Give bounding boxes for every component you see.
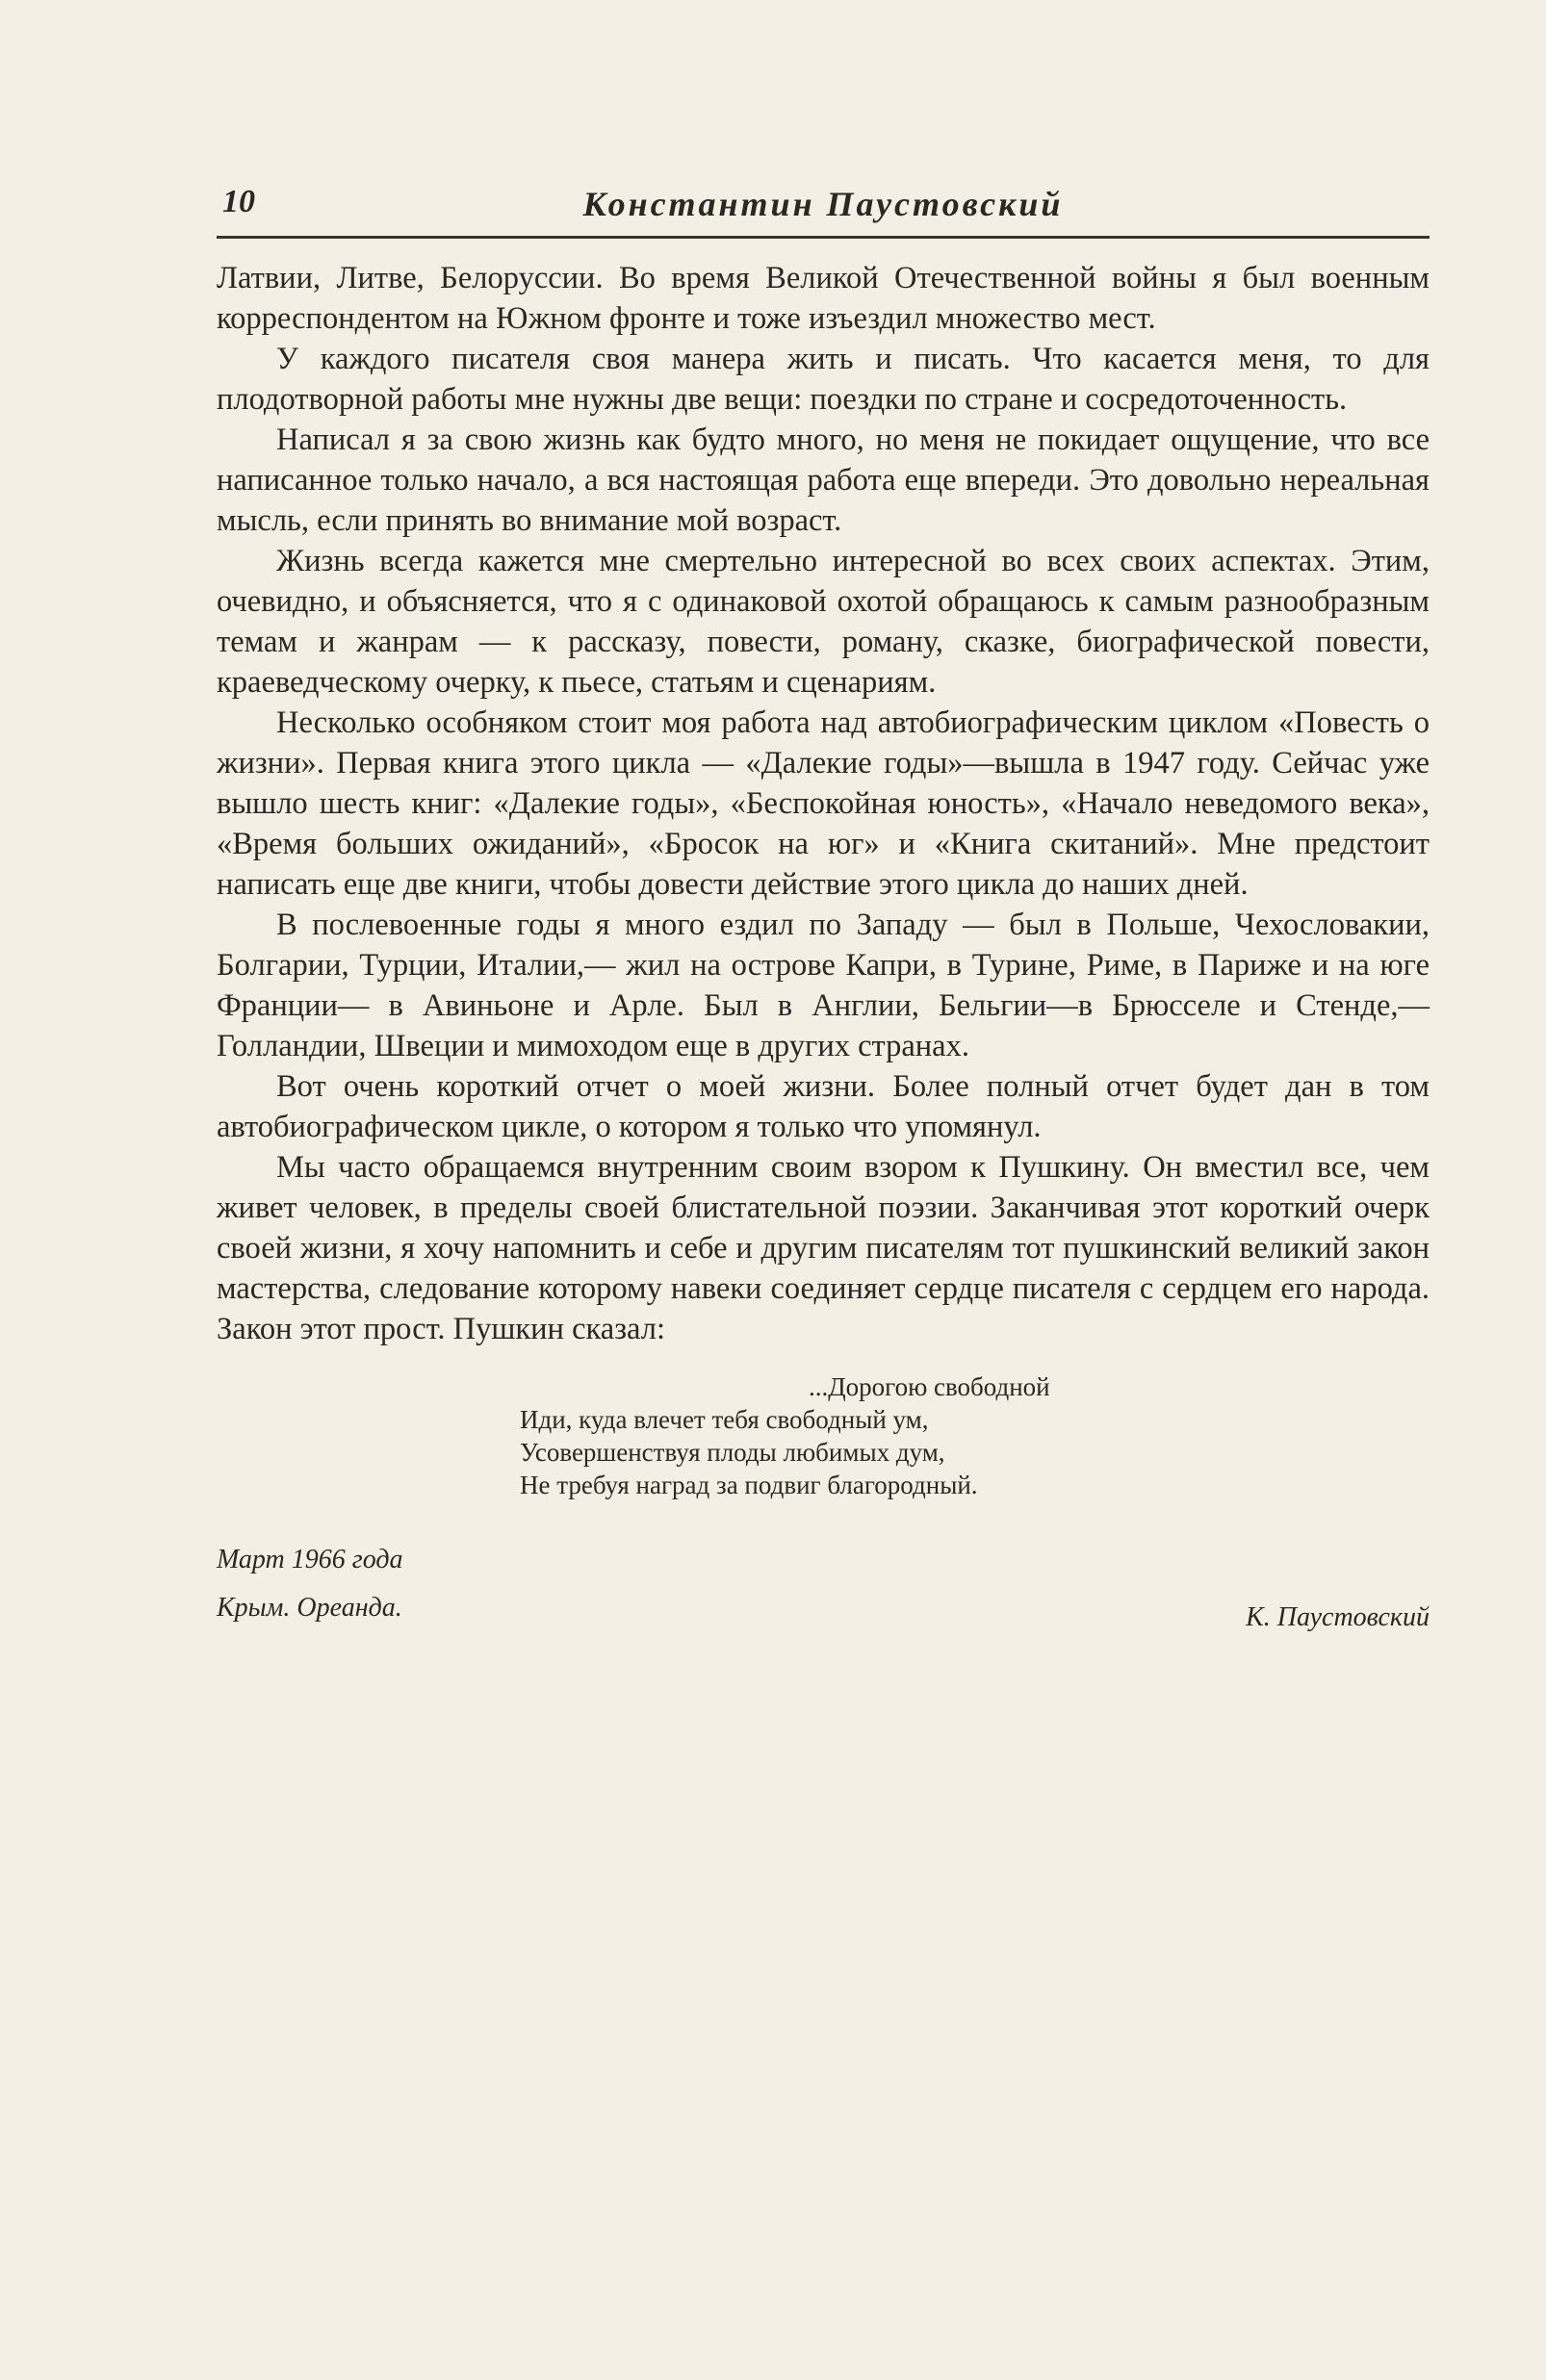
page-header (217, 178, 1430, 239)
paragraph: Несколько особняком стоит моя работа над автобиографическим циклом «Повесть о жизни». Первая книга этого цикла — «Далекие годы»—вышла в 1947 году. Сейчас уже вышло шесть книг: «Далекие годы», «Беспокойная юность», «Начало неведомого века», «Время больших ожиданий», «Бросок на юг» и «Книга скитаний». Мне предстоит написать еще две книги, чтобы довести действие этого цикла до наших дней. (217, 705, 1430, 902)
paragraph: Мы часто обращаемся внутренним своим взором к Пушкину. Он вместил все, чем живет человек, в пределы своей блистательной поэзии. Заканчивая этот короткий очерк своей жизни, я хочу напомнить и себе и другим писателям тот пушкинский великий закон мастерства, следование которому навеки соединяет сердце писателя с сердцем его народа. Закон этот прост. Пушкин сказал: (217, 1150, 1430, 1346)
verse-line: Усовершенствуя плоды любимых дум, (520, 1438, 945, 1467)
paragraph: Жизнь всегда кажется мне смертельно интересной во всех своих аспектах. Этим, очевидно, и объясняется, что я с одинаковой охотой обращаюсь к самым разнообразным темам и жанрам — к рассказу, повести, роману, сказке, биографической повести, краеведческому очерку, к пьесе, статьям и сценариям. (217, 544, 1430, 700)
book-page (217, 178, 1430, 1651)
paragraph: Вот очень короткий отчет о моей жизни. Более полный отчет будет дан в том автобиографическом цикле, о котором я только что упомянул. (217, 1069, 1430, 1144)
page-footer (217, 1536, 1430, 1651)
running-head: Константин Паустовский (582, 185, 1064, 223)
paragraph: Написал я за свою жизнь как будто много, но меня не покидает ощущение, что все написанное только начало, а вся настоящая работа еще впереди. Это довольно нереальная мысль, если принять во внимание мой возраст. (217, 422, 1430, 538)
verse-line: Не требуя наград за подвиг благородный. (520, 1471, 978, 1499)
page-number: 10 (222, 184, 255, 219)
pushkin-quote (520, 1370, 1430, 1501)
author-signature: К. Паустовский (1246, 1602, 1430, 1632)
verse-line: Иди, куда влечет тебя свободный ум, (520, 1405, 929, 1434)
date-line: Март 1966 года (217, 1545, 403, 1574)
date-place (217, 1536, 403, 1632)
place-line: Крым. Ореанда. (217, 1593, 402, 1623)
paragraph: У каждого писателя своя манера жить и писать. Что касается меня, то для плодотворной работы мне нужны две вещи: поездки по стране и сосредоточенность. (217, 342, 1430, 417)
paragraph: В послевоенные годы я много ездил по Западу — был в Польше, Чехословакии, Болгарии, Турции, Италии,— жил на острове Капри, в Турине, Риме, в Париже и на юге Франции— в Авиньоне и Арле. Был в Англии, Бельгии—в Брюсселе и Стенде,— Голландии, Швеции и мимоходом еще в других странах. (217, 908, 1430, 1063)
paragraph: Латвии, Литве, Белоруссии. Во время Великой Отечественной войны я был военным корреспондентом на Южном фронте и тоже изъездил множество мест. (217, 261, 1430, 336)
body-text (217, 258, 1430, 1349)
verse-line: ...Дорогою свободной (809, 1372, 1050, 1401)
